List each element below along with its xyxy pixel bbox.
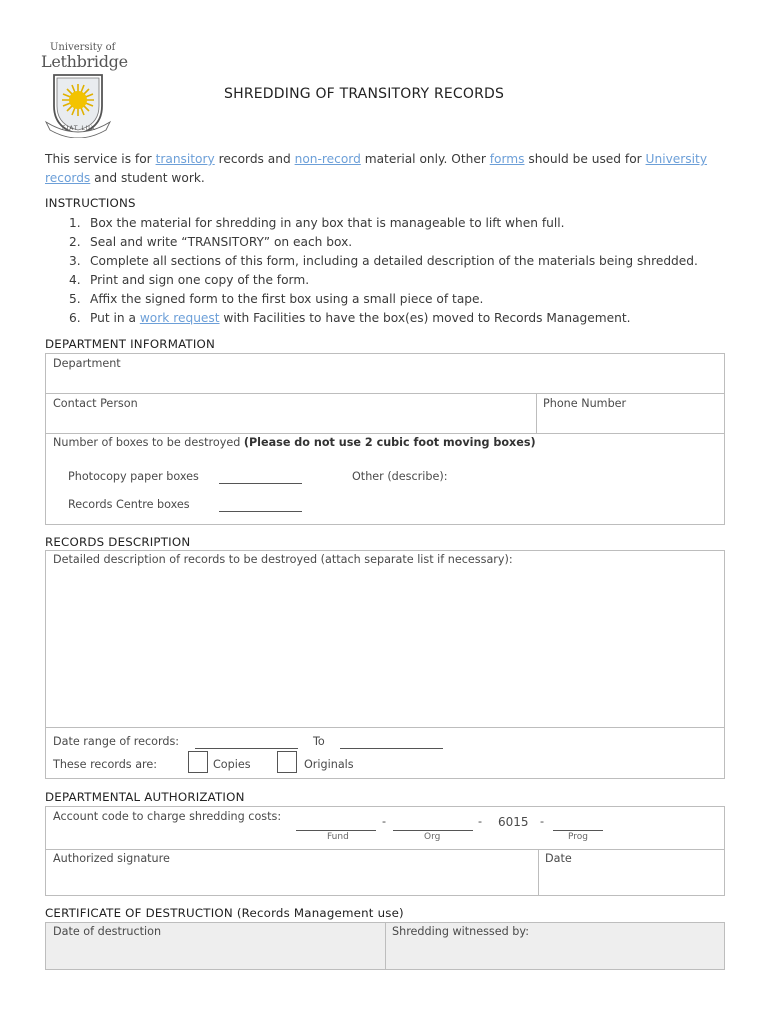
logo-motto: FIAT LUX xyxy=(62,125,96,132)
work-request-link[interactable]: work request xyxy=(139,311,220,325)
logo-line1: University of xyxy=(50,42,116,53)
list-item: 6. Put in a work request with Facilities to have the box(es) moved to Records Management. xyxy=(69,311,631,325)
dash-separator-1: - xyxy=(382,815,387,828)
originals-label: Originals xyxy=(304,758,354,771)
intro-text-5: and student work. xyxy=(90,171,205,185)
other-describe-label: Other (describe): xyxy=(352,470,448,483)
org-input[interactable] xyxy=(393,830,473,831)
photocopy-boxes-input[interactable] xyxy=(219,483,302,484)
transitory-link[interactable]: transitory xyxy=(155,152,215,166)
boxes-section xyxy=(45,433,725,525)
logo-line2: Lethbridge xyxy=(41,52,128,71)
instructions-heading: INSTRUCTIONS xyxy=(45,196,136,210)
instructions-list xyxy=(45,214,745,328)
department-field[interactable] xyxy=(45,353,725,394)
intro-text-4: should be used for xyxy=(524,152,646,166)
prog-label: Prog xyxy=(568,832,588,842)
university-records-link-part1[interactable]: University xyxy=(645,152,708,166)
account-code-section xyxy=(45,806,725,850)
account-code-label: Account code to charge shredding costs: xyxy=(53,810,282,823)
department-label: Department xyxy=(53,357,121,370)
records-description-field[interactable] xyxy=(45,550,725,728)
authorization-date-field[interactable] xyxy=(538,849,725,896)
contact-person-field[interactable] xyxy=(45,393,537,434)
records-centre-boxes-label: Records Centre boxes xyxy=(68,498,190,511)
authorization-date-label: Date xyxy=(545,852,572,865)
phone-number-label: Phone Number xyxy=(543,397,627,410)
intro-text-2: records and xyxy=(214,152,295,166)
phone-number-field[interactable] xyxy=(536,393,725,434)
prog-input[interactable] xyxy=(553,830,603,831)
boxes-label: Number of boxes to be destroyed (Please do not use 2 cubic foot moving boxes) xyxy=(53,436,536,449)
photocopy-boxes-label: Photocopy paper boxes xyxy=(68,470,199,483)
shredding-witness-field[interactable] xyxy=(385,922,725,970)
records-details-section xyxy=(45,727,725,779)
list-item: 2. Seal and write “TRANSITORY” on each box. xyxy=(69,235,353,249)
dash-separator-3: - xyxy=(540,815,545,828)
date-of-destruction-label: Date of destruction xyxy=(53,925,162,938)
university-records-link-part2[interactable]: records xyxy=(45,171,91,185)
list-item: 4. Print and sign one copy of the form. xyxy=(69,273,310,287)
records-description-label: Detailed description of records to be destroyed (attach separate list if necessary): xyxy=(53,553,513,566)
list-item: 5. Affix the signed form to the first box using a small piece of tape. xyxy=(69,292,484,306)
intro-text-3: material only. Other xyxy=(360,152,490,166)
list-item: 1. Box the material for shredding in any box that is manageable to lift when full. xyxy=(69,216,565,230)
fund-label: Fund xyxy=(327,832,349,842)
account-code-value: 6015 xyxy=(498,815,529,829)
copies-label: Copies xyxy=(213,758,251,771)
copies-checkbox[interactable] xyxy=(188,751,208,773)
fund-input[interactable] xyxy=(296,830,376,831)
records-heading: RECORDS DESCRIPTION xyxy=(45,535,191,549)
intro-paragraph xyxy=(45,150,735,188)
to-label: To xyxy=(313,735,325,748)
boxes-note: (Please do not use 2 cubic foot moving boxes) xyxy=(243,436,536,449)
authorization-heading: DEPARTMENTAL AUTHORIZATION xyxy=(45,790,245,804)
date-range-from-input[interactable] xyxy=(195,748,298,749)
certificate-heading: CERTIFICATE OF DESTRUCTION (Records Management use) xyxy=(45,906,404,920)
forms-link[interactable]: forms xyxy=(489,152,525,166)
org-label: Org xyxy=(424,832,441,842)
department-heading: DEPARTMENT INFORMATION xyxy=(45,337,216,351)
these-records-label: These records are: xyxy=(53,758,158,771)
authorized-signature-field[interactable] xyxy=(45,849,539,896)
page-title: SHREDDING OF TRANSITORY RECORDS xyxy=(224,86,505,102)
shredding-witness-label: Shredding witnessed by: xyxy=(392,925,529,938)
contact-person-label: Contact Person xyxy=(53,397,138,410)
originals-checkbox[interactable] xyxy=(277,751,297,773)
date-range-to-input[interactable] xyxy=(340,748,443,749)
list-item: 3. Complete all sections of this form, including a detailed description of the materials being shredded. xyxy=(69,254,698,268)
authorized-signature-label: Authorized signature xyxy=(53,852,170,865)
non-record-link[interactable]: non-record xyxy=(294,152,361,166)
date-of-destruction-field[interactable] xyxy=(45,922,386,970)
intro-text-1: This service is for xyxy=(45,152,156,166)
records-centre-boxes-input[interactable] xyxy=(219,511,302,512)
date-range-label: Date range of records: xyxy=(53,735,180,748)
dash-separator-2: - xyxy=(478,815,483,828)
